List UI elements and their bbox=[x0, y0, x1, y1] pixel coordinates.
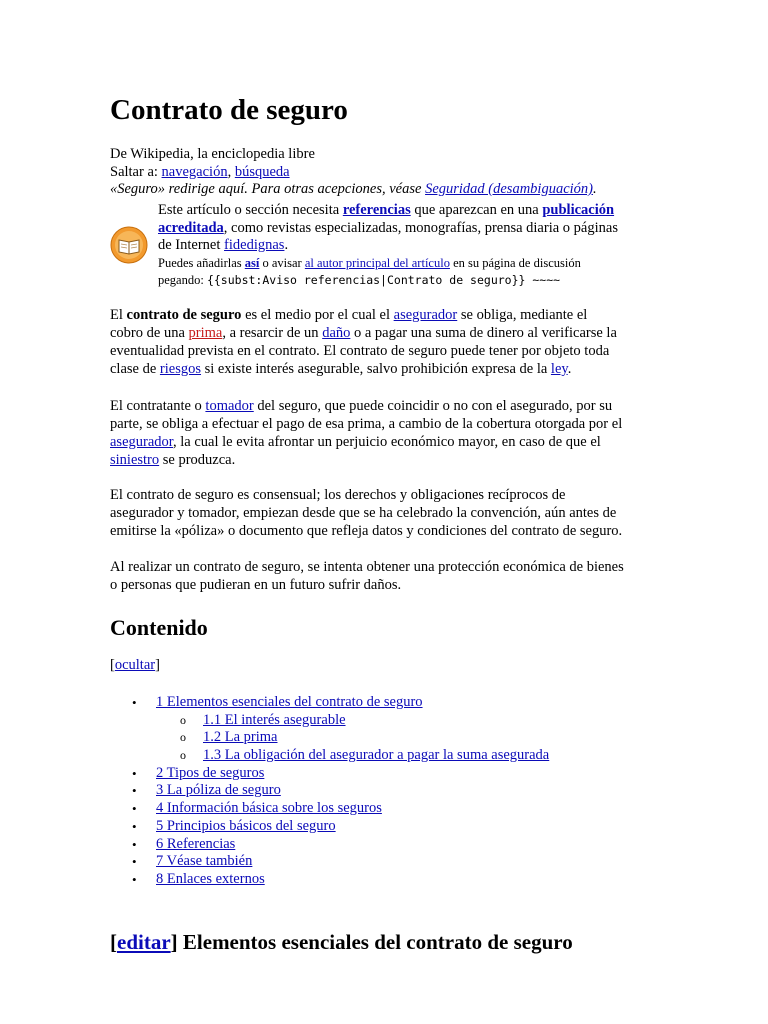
toc-link[interactable]: 2 Tipos de seguros bbox=[156, 764, 265, 781]
disambiguation-link[interactable]: Seguridad (desambiguación) bbox=[425, 181, 593, 197]
redirect-note: «Seguro» redirige aquí. Para otras acepciones, véase Seguridad (desambiguación). bbox=[110, 181, 597, 197]
jump-search-link[interactable]: búsqueda bbox=[234, 163, 290, 180]
table-of-contents bbox=[110, 656, 670, 889]
policyholder-link[interactable]: tomador bbox=[205, 398, 254, 414]
toc-item bbox=[110, 694, 670, 712]
toc-item bbox=[110, 818, 670, 836]
notice-body: Este artículo o sección necesita referencias que aparezcan en una publicación acreditada, como revistas especializadas, monografías, prensa diaria o páginas de Internet fidedignas. Puedes añadirlas así o avisar al autor principal del artículo en su página de discusión pegando: {{subst:Aviso referencias|Contrato de seguro}} ~~~~ bbox=[158, 202, 618, 287]
circle-bullet-icon: o bbox=[180, 730, 186, 745]
main-author-link[interactable]: al autor principal del artículo bbox=[304, 255, 450, 270]
toc-link[interactable]: 8 Enlaces externos bbox=[156, 870, 265, 887]
toc-link[interactable]: 1.1 El interés asegurable bbox=[203, 711, 346, 728]
bullet-icon: • bbox=[132, 818, 137, 834]
jump-links: Saltar a: navegación, búsqueda bbox=[110, 163, 290, 180]
toc-list bbox=[110, 694, 670, 889]
toc-link[interactable]: 4 Información básica sobre los seguros bbox=[156, 800, 382, 817]
toc-toggle: [ocultar] bbox=[110, 657, 160, 673]
bullet-icon: • bbox=[132, 783, 137, 799]
toc-heading: Contenido bbox=[110, 615, 208, 640]
toc-link[interactable]: 1.2 La prima bbox=[203, 729, 278, 746]
jump-navigation-link[interactable]: navegación bbox=[161, 163, 228, 180]
toc-item bbox=[110, 853, 670, 871]
toc-link[interactable]: 6 Referencias bbox=[156, 835, 236, 852]
circle-bullet-icon: o bbox=[180, 748, 186, 763]
source-line: De Wikipedia, la enciclopedia libre bbox=[110, 146, 315, 162]
paragraph-3: El contrato de seguro es consensual; los derechos y obligaciones recíprocos de asegurador y tomador, empiezan desde que se ha celebrado la convención, aún antes de emitirse la «póliza» o documento que refleja datos y condiciones del contrato de seguro. bbox=[110, 487, 623, 539]
toc-item bbox=[110, 836, 670, 854]
reliable-link[interactable]: fidedignas bbox=[224, 237, 285, 253]
hide-toc-link[interactable]: ocultar bbox=[114, 657, 156, 673]
insurer-link[interactable]: asegurador bbox=[393, 307, 458, 323]
references-notice bbox=[110, 200, 670, 290]
edit-section-link[interactable]: editar bbox=[117, 930, 171, 954]
bullet-icon: • bbox=[132, 871, 137, 887]
paragraph-2: El contratante o tomador del seguro, que puede coincidir o no con el asegurado, por su parte, se obliga a efectuar el pago de esa prima, a cambio de la cobertura otorgada por el asegurador, la cual le evita afrontar un perjuicio económico mayor, en caso de que el siniestro se produzca. bbox=[110, 398, 623, 468]
publication-link[interactable]: publicación bbox=[542, 202, 615, 218]
toc-link[interactable]: 1 Elementos esenciales del contrato de seguro bbox=[156, 694, 423, 710]
page-title: Contrato de seguro bbox=[110, 94, 348, 126]
circle-bullet-icon: o bbox=[180, 712, 186, 727]
section-title: Elementos esenciales del contrato de seguro bbox=[182, 930, 573, 954]
insurer-link-2[interactable]: asegurador bbox=[110, 434, 174, 450]
references-link[interactable]: referencias bbox=[342, 202, 411, 218]
book-icon bbox=[110, 226, 148, 264]
toc-link[interactable]: 3 La póliza de seguro bbox=[156, 782, 281, 799]
bullet-icon: • bbox=[132, 765, 137, 781]
risks-link[interactable]: riesgos bbox=[159, 361, 202, 377]
template-code: {{subst:Aviso referencias|Contrato de seguro}} ~~~~ bbox=[206, 272, 561, 287]
toc-link[interactable]: 5 Principios básicos del seguro bbox=[156, 817, 336, 834]
toc-item bbox=[110, 871, 670, 889]
toc-item bbox=[110, 729, 670, 747]
bullet-icon: • bbox=[132, 801, 137, 817]
toc-link[interactable]: 1.3 La obligación del asegurador a pagar la suma asegurada bbox=[203, 747, 550, 764]
claim-link[interactable]: siniestro bbox=[110, 452, 160, 468]
toc-item bbox=[110, 800, 670, 818]
damage-link[interactable]: daño bbox=[322, 325, 351, 341]
toc-link[interactable]: 7 Véase también bbox=[156, 853, 253, 870]
bullet-icon: • bbox=[132, 854, 137, 870]
toc-item bbox=[110, 765, 670, 783]
toc-item bbox=[110, 782, 670, 800]
paragraph-4: Al realizar un contrato de seguro, se intenta obtener una protección económica de bienes o personas que pudieran en un futuro sufrir daños. bbox=[110, 559, 624, 593]
paragraph-1: El contrato de seguro es el medio por el cual el asegurador se obliga, mediante el cobro de una prima, a resarcir de un daño o a pagar una suma de dinero al verificarse la eventualidad prevista en el contrato. El contrato de seguro puede tener por objeto toda clase de riesgos si existe interés asegurable, salvo prohibición expresa de la ley. bbox=[110, 307, 617, 377]
toc-item bbox=[110, 747, 670, 765]
toc-item bbox=[110, 712, 670, 730]
intro-block bbox=[110, 146, 670, 199]
law-link[interactable]: ley bbox=[550, 361, 568, 377]
publication-link-cont[interactable]: acreditada bbox=[158, 219, 224, 236]
section-heading: [editar] Elementos esenciales del contrato de seguro bbox=[110, 930, 573, 954]
bullet-icon: • bbox=[132, 695, 137, 710]
bullet-icon: • bbox=[132, 836, 137, 852]
premium-link[interactable]: prima bbox=[188, 325, 223, 341]
how-link[interactable]: así bbox=[244, 255, 260, 270]
